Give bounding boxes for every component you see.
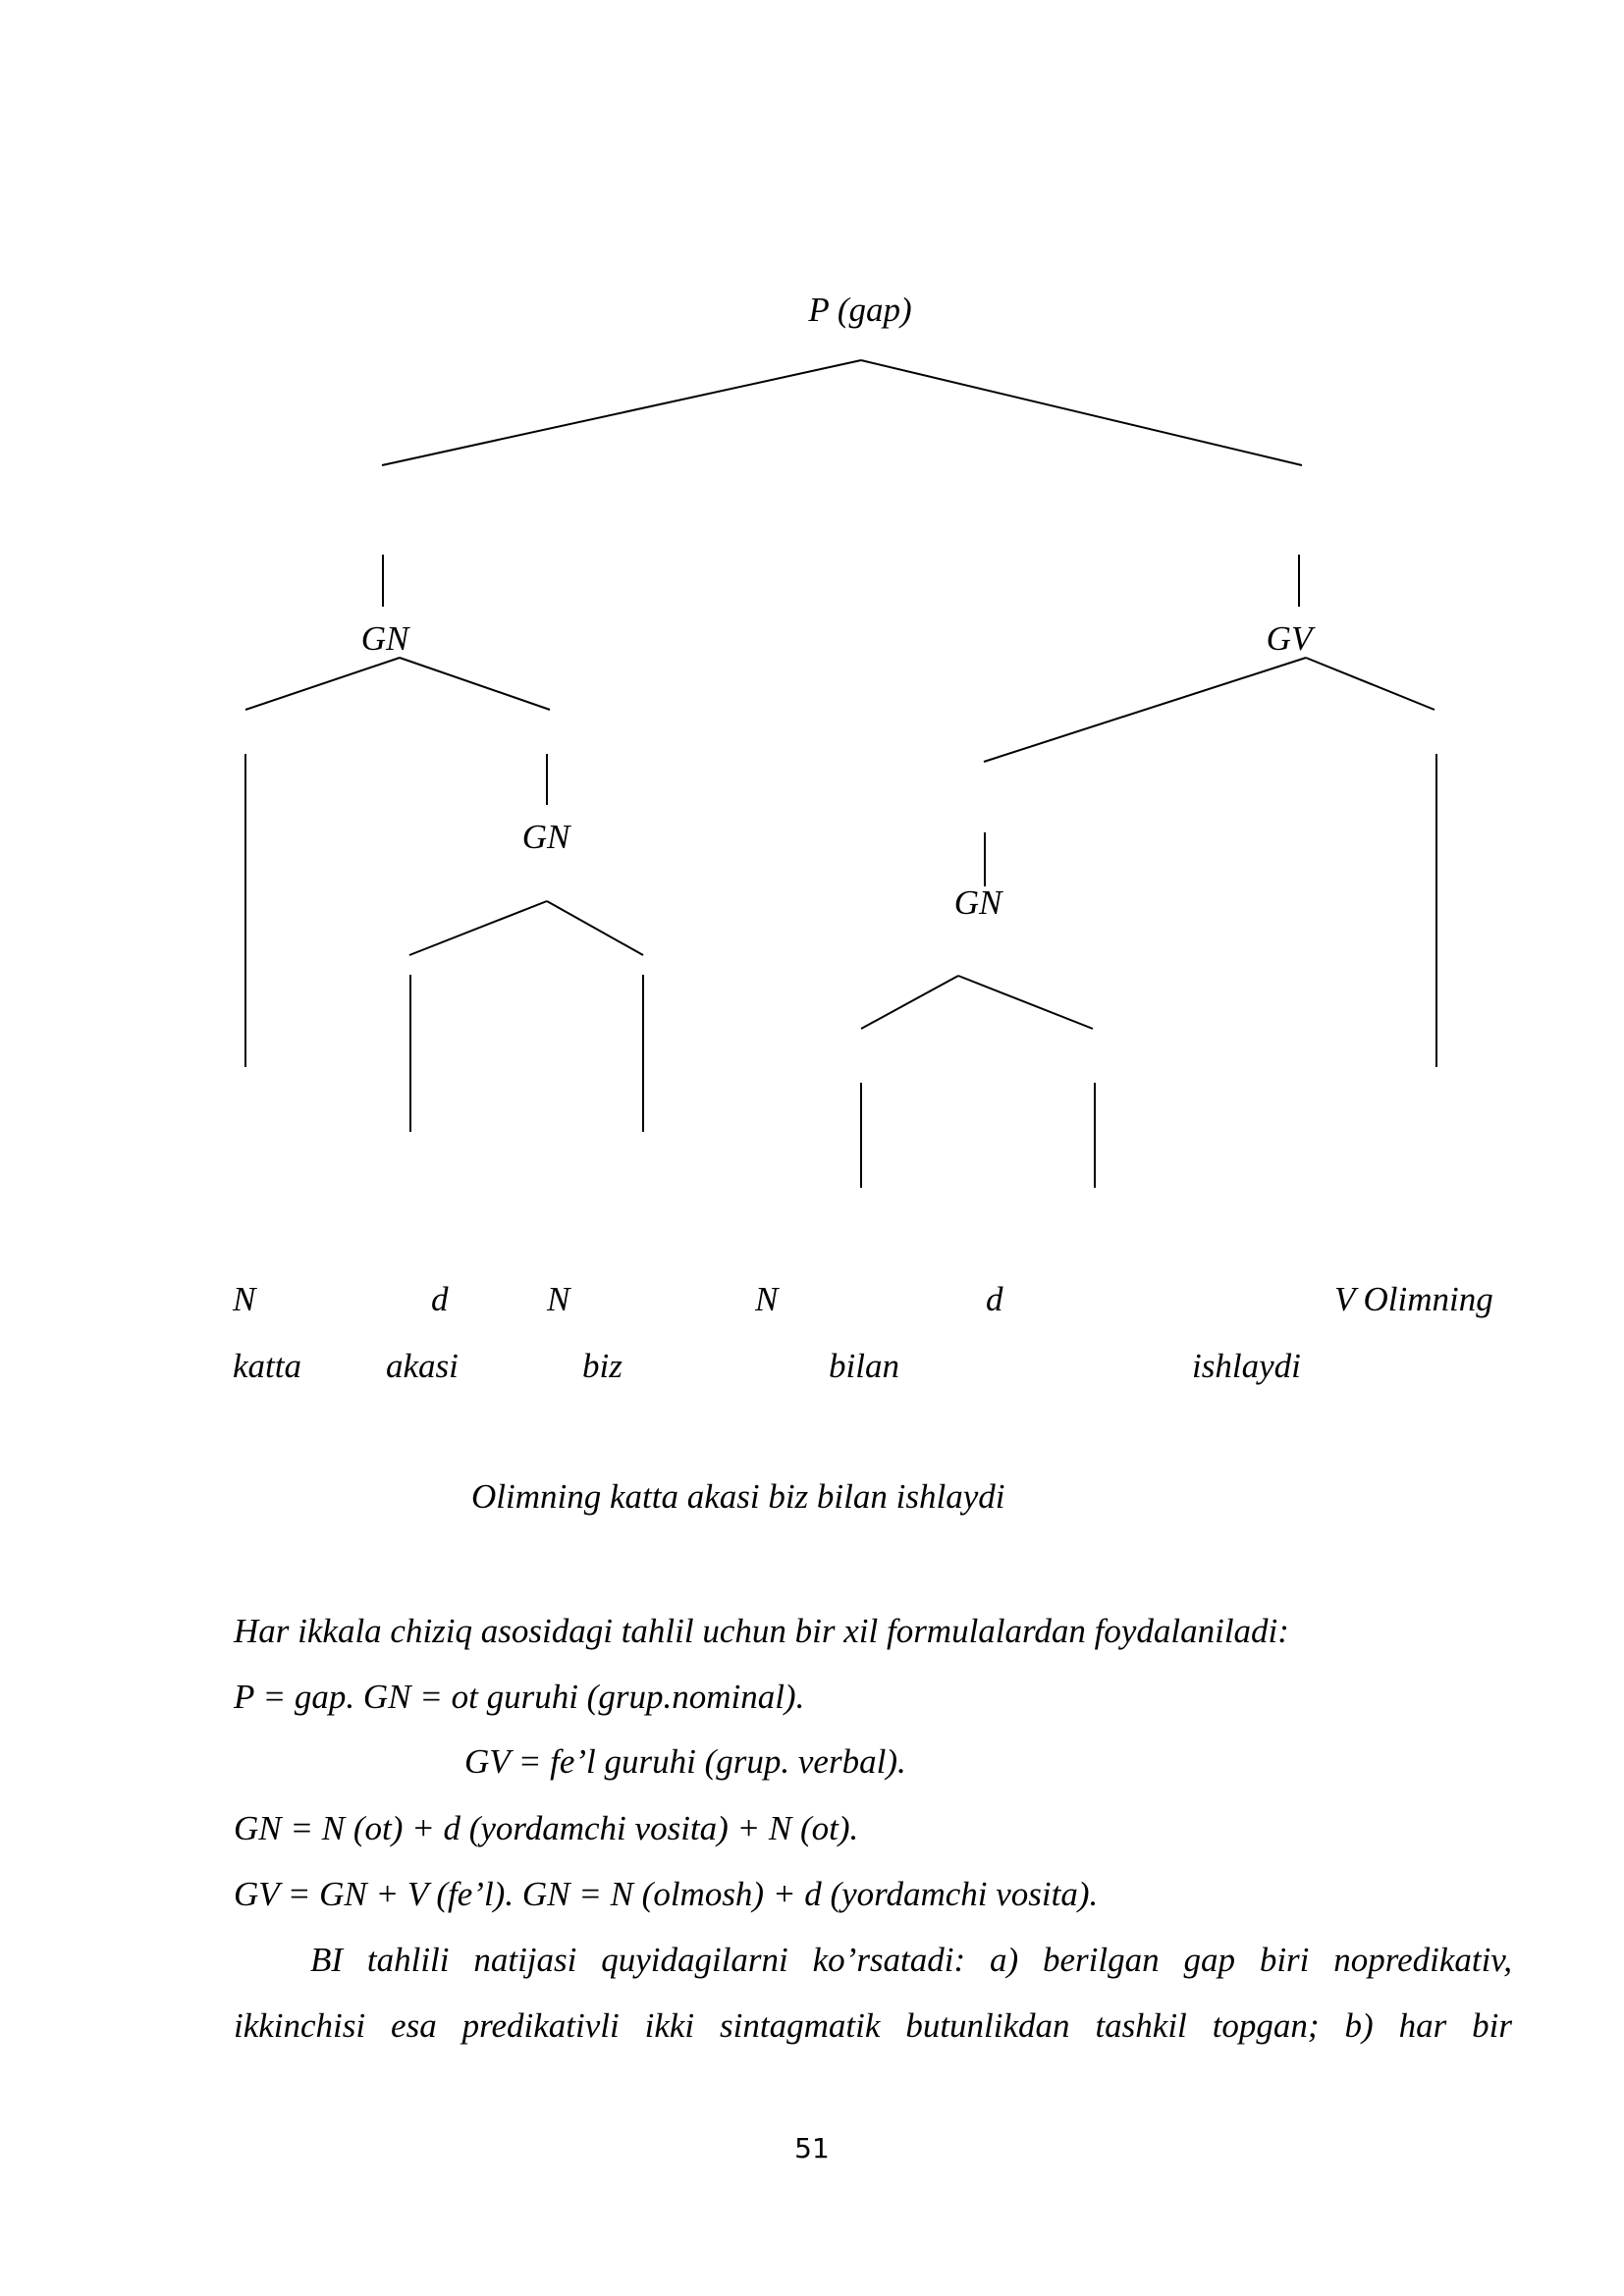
terminal-category-n: N [755,1280,779,1318]
tree-edge [861,360,1302,465]
tree-node-root: P (gap) [808,291,912,329]
terminal-category-d: d [986,1280,1003,1318]
tree-edge [861,976,958,1029]
terminal-word: bilan [829,1347,899,1385]
tree-edge [984,658,1306,762]
tree-node-gv: GV [1266,619,1313,658]
tree-edge [382,360,861,465]
tree-edge [409,901,547,955]
tree-node-gn-left: GN [360,619,409,658]
tree-node-gn-inner-right: GN [953,883,1002,922]
tree-edge [245,658,400,710]
body-line: GN = N (ot) + d (yordamchi vosita) + N (ot). [234,1809,859,1847]
terminal-category-d: d [431,1280,449,1318]
terminal-word: katta [233,1347,301,1385]
body-paragraph-line: BI tahlili natijasi quyidagilarni ko’rsatadi: a) berilgan gap biri nopredikativ, [310,1941,1512,1979]
body-line: P = gap. GN = ot guruhi (grup.nominal). [234,1678,805,1716]
tree-edge [400,658,550,710]
tree-node-gn-inner-left: GN [521,818,570,856]
terminal-word: akasi [386,1347,459,1385]
tree-edge [958,976,1093,1029]
terminal-category-n: N [233,1280,256,1318]
example-sentence-caption: Olimning katta akasi biz bilan ishlaydi [471,1477,1005,1516]
tree-edge [547,901,643,955]
terminal-category-n: N [547,1280,570,1318]
terminal-word: ishlaydi [1192,1347,1301,1385]
body-line: GV = GN + V (fe’l). GN = N (olmosh) + d (yordamchi vosita). [234,1875,1099,1913]
body-line: GV = fe’l guruhi (grup. verbal). [464,1742,906,1781]
body-paragraph-line: ikkinchisi esa predikativli ikki sintagmatik butunlikdan tashkil topgan; b) har bir [234,2006,1512,2045]
page-number: 51 [794,2132,830,2164]
body-line: Har ikkala chiziq asosidagi tahlil uchun bir xil formulalardan foydalaniladi: [234,1612,1289,1650]
tree-edge [1306,658,1435,710]
terminal-word: biz [582,1347,623,1385]
terminal-category-v-word: V Olimning [1334,1280,1493,1318]
